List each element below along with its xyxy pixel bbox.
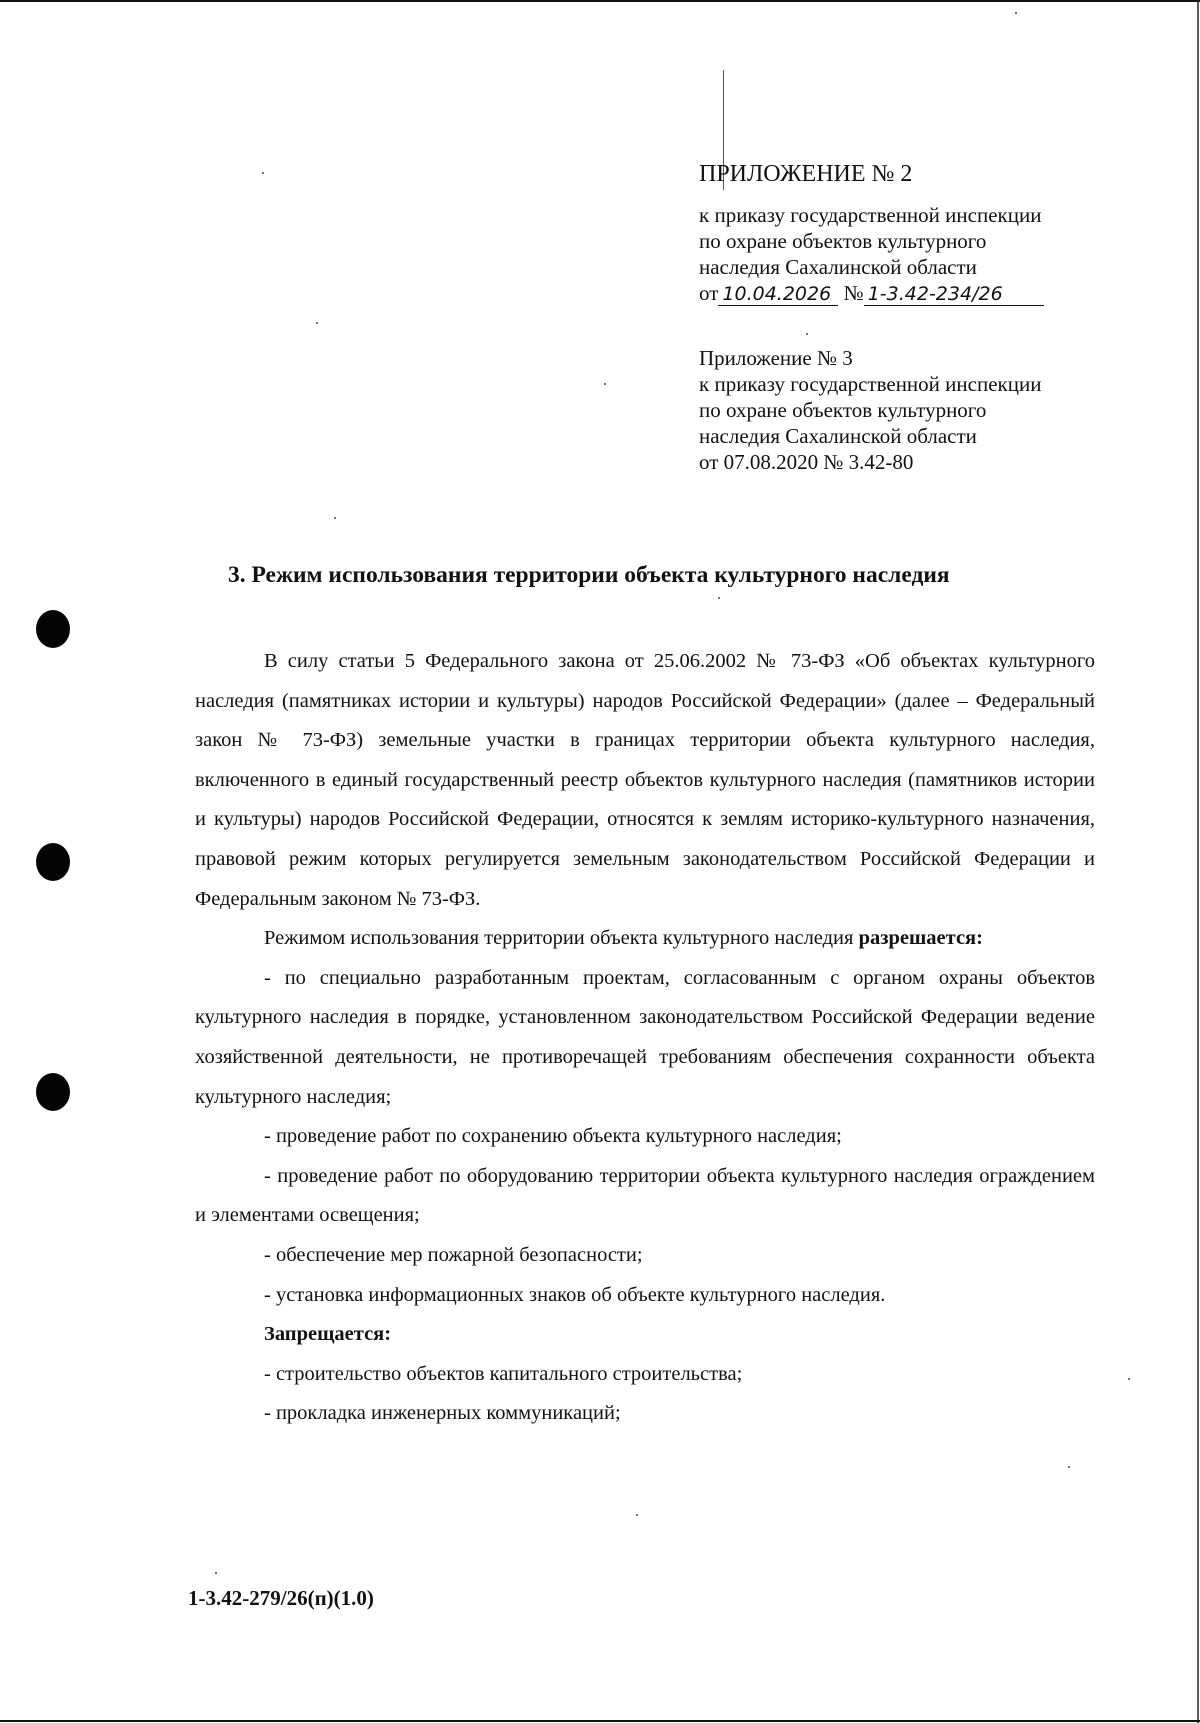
scan-speck (806, 333, 808, 335)
handwritten-date: 10.04.2026 (718, 283, 838, 306)
appendix-2-line: к приказу государственной инспекции (699, 203, 1042, 227)
allowed-item: - проведение работ по оборудованию территории объекта культурного наследия ограждением и элементами освещения; (195, 1164, 1095, 1227)
appendix-3-title: Приложение № 3 (699, 346, 853, 370)
punch-hole (36, 843, 70, 881)
appendix-2-date-line (699, 280, 1044, 306)
appendix-2-line: по охране объектов культурного (699, 229, 987, 253)
allowed-item: - по специально разработанным проектам, согласованным с органом охраны объектов культурного наследия в порядке, установленном законодательством Российской Федерации ведение хозяйственной деятельности, не противоречащей требованиям обеспечения сохранности объекта культурного наследия; (195, 966, 1095, 1108)
punch-hole (36, 1073, 70, 1111)
appendix-3-line: к приказу государственной инспекции (699, 372, 1042, 396)
handwritten-number: 1-3.42-234/26 (864, 283, 1044, 306)
allowed-item: - проведение работ по сохранению объекта культурного наследия; (264, 1125, 842, 1148)
scan-speck (334, 517, 336, 519)
prohibited-item: - строительство объектов капитального строительства; (264, 1362, 743, 1385)
prohibited-heading: Запрещается: (264, 1323, 392, 1346)
scan-speck (718, 597, 720, 599)
scan-speck (262, 172, 264, 174)
allowed-label: разрешается: (858, 927, 983, 950)
number-prefix: № (843, 281, 864, 305)
scan-speck (215, 1572, 217, 1574)
allowed-item: - установка информационных знаков об объекте культурного наследия. (264, 1283, 886, 1306)
document-body (195, 642, 1095, 1434)
scan-speck (1015, 12, 1017, 14)
scan-speck (636, 1514, 638, 1516)
appendix-3-line: по охране объектов культурного (699, 398, 987, 422)
date-prefix: от (699, 281, 719, 305)
allowed-item: - обеспечение мер пожарной безопасности; (264, 1243, 643, 1266)
punch-hole (36, 610, 70, 648)
appendix-2-block (699, 160, 1044, 306)
appendix-2-title: ПРИЛОЖЕНИЕ № 2 (699, 161, 913, 187)
appendix-3-line: наследия Сахалинской области (699, 424, 977, 448)
section-title: 3. Режим использования территории объекта культурного наследия (228, 562, 950, 588)
paragraph-legal-basis: В силу статьи 5 Федерального закона от 25.06.2002 № 73-ФЗ «Об объектах культурного наследия (памятниках истории и культуры) народов Российской Федерации» (далее – Федеральный закон № 73-ФЗ) земельные участки в границах территории объекта культурного наследия, включенного в единый государственный реестр объектов культурного наследия (памятников истории и культуры) народов Российской Федерации, относятся к землям историко-культурного назначения, правовой режим которых регулируется земельным законодательством Российской Федерации и Федеральным законом № 73-ФЗ. (195, 650, 1095, 910)
appendix-3-line: от 07.08.2020 № 3.42-80 (699, 450, 914, 474)
prohibited-item: - прокладка инженерных коммуникаций; (264, 1402, 621, 1425)
allowed-intro (195, 919, 1095, 959)
scan-speck (1068, 1466, 1070, 1468)
allowed-intro-text: Режимом использования территории объекта культурного наследия (264, 927, 859, 950)
scan-speck (1128, 1378, 1130, 1380)
appendix-2-line: наследия Сахалинской области (699, 255, 977, 279)
appendix-3-block (699, 345, 1041, 475)
scan-speck (316, 322, 318, 324)
document-code: 1-3.42-279/26(п)(1.0) (188, 1586, 374, 1610)
scan-speck (604, 383, 606, 385)
